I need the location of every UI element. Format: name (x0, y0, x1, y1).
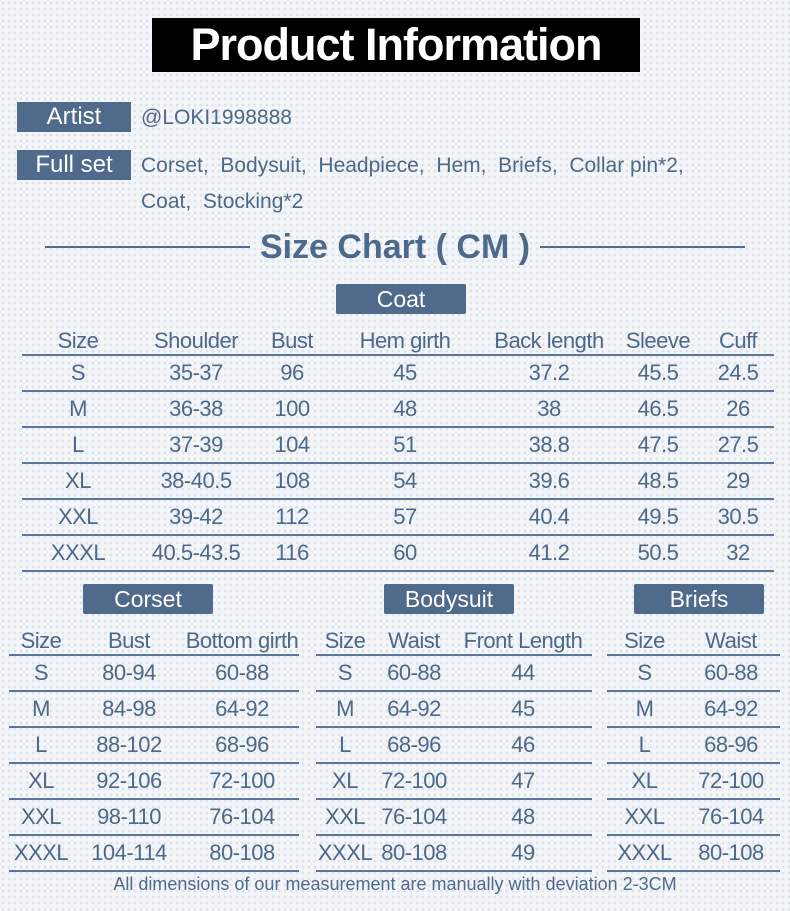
table-cell: L (316, 727, 374, 763)
table-cell: L (22, 427, 134, 463)
table-cell: 49 (454, 835, 592, 871)
artist-label: Artist (17, 102, 131, 132)
table-row (316, 835, 592, 871)
table-cell: 68-96 (374, 727, 454, 763)
table-cell: 80-94 (73, 655, 185, 691)
table-cell: 64-92 (185, 691, 299, 727)
table-cell: 38.8 (484, 427, 614, 463)
coat-size-table (22, 322, 774, 572)
table-cell: 41.2 (484, 535, 614, 571)
table-cell: 76-104 (374, 799, 454, 835)
table-cell: S (9, 655, 73, 691)
bodysuit-size-table (316, 622, 592, 872)
table-cell: L (9, 727, 73, 763)
table-cell: 45 (326, 355, 484, 391)
table-cell: 44 (454, 655, 592, 691)
table-cell: 108 (258, 463, 326, 499)
table-cell: S (316, 655, 374, 691)
table-cell: XXXL (316, 835, 374, 871)
bodysuit-header-cell: Waist (388, 628, 440, 653)
table-cell: XL (22, 463, 134, 499)
table-row (22, 535, 774, 571)
briefs-tag: Briefs (634, 584, 764, 614)
table-cell: 68-96 (185, 727, 299, 763)
table-cell: 96 (258, 355, 326, 391)
table-cell: 40.4 (484, 499, 614, 535)
table-cell: M (316, 691, 374, 727)
table-cell: 72-100 (374, 763, 454, 799)
table-row (607, 799, 780, 835)
table-cell: 80-108 (374, 835, 454, 871)
corset-header-cell: Bottom girth (185, 628, 299, 653)
table-cell: 116 (258, 535, 326, 571)
table-cell: 27.5 (702, 427, 774, 463)
corset-header-row (9, 622, 299, 655)
table-cell: 38 (484, 391, 614, 427)
table-cell: XXL (22, 499, 134, 535)
coat-header-cell: Sleeve (625, 328, 691, 353)
table-row (22, 499, 774, 535)
table-cell: 98-110 (73, 799, 185, 835)
table-cell: M (22, 391, 134, 427)
table-cell: 47 (454, 763, 592, 799)
table-cell: XXL (607, 799, 682, 835)
table-cell: XXL (316, 799, 374, 835)
divider-left (45, 246, 250, 248)
briefs-header-cell: Size (624, 628, 665, 653)
table-cell: M (607, 691, 682, 727)
table-cell: 50.5 (614, 535, 702, 571)
table-cell: 35-37 (134, 355, 258, 391)
briefs-header-row (607, 622, 780, 655)
coat-tag: Coat (336, 284, 466, 314)
corset-header-cell: Bust (107, 628, 151, 653)
table-cell: 54 (326, 463, 484, 499)
table-cell: 72-100 (185, 763, 299, 799)
table-row (9, 727, 299, 763)
table-cell: 48 (454, 799, 592, 835)
table-cell: 45 (454, 691, 592, 727)
coat-header-cell: Bust (270, 328, 314, 353)
table-cell: XL (607, 763, 682, 799)
table-cell: 112 (258, 499, 326, 535)
table-cell: S (607, 655, 682, 691)
artist-value: @LOKI1998888 (141, 106, 292, 129)
table-row (316, 691, 592, 727)
table-row (9, 799, 299, 835)
table-cell: 46.5 (614, 391, 702, 427)
table-cell: 39.6 (484, 463, 614, 499)
table-row (22, 391, 774, 427)
briefs-size-table (607, 622, 780, 872)
table-cell: 48.5 (614, 463, 702, 499)
table-cell: 64-92 (682, 691, 780, 727)
table-row (316, 655, 592, 691)
table-row (607, 655, 780, 691)
table-cell: 26 (702, 391, 774, 427)
table-row (9, 763, 299, 799)
table-cell: 104-114 (73, 835, 185, 871)
table-row (316, 763, 592, 799)
coat-header-cell: Cuff (719, 328, 757, 353)
full-set-line-1: Corset, Bodysuit, Headpiece, Hem, Briefs, Collar pin*2, (141, 154, 684, 177)
table-cell: 39-42 (134, 499, 258, 535)
table-row (607, 691, 780, 727)
table-cell: 49.5 (614, 499, 702, 535)
table-row (9, 691, 299, 727)
table-cell: 76-104 (682, 799, 780, 835)
table-row (607, 835, 780, 871)
table-cell: 104 (258, 427, 326, 463)
corset-tag: Corset (83, 584, 213, 614)
table-cell: 45.5 (614, 355, 702, 391)
footer-note: All dimensions of our measurement are manually with deviation 2-3CM (113, 874, 677, 894)
table-cell: 76-104 (185, 799, 299, 835)
bodysuit-header-cell: Size (324, 628, 366, 653)
page-title: Product Information (152, 18, 640, 72)
divider-right (540, 246, 745, 248)
table-cell: XXXL (22, 535, 134, 571)
table-cell: 24.5 (702, 355, 774, 391)
table-cell: 38-40.5 (134, 463, 258, 499)
table-row (9, 655, 299, 691)
table-row (22, 463, 774, 499)
size-chart-title: Size Chart ( CM ) (259, 227, 531, 266)
table-cell: 80-108 (185, 835, 299, 871)
corset-size-table (9, 622, 299, 872)
bodysuit-header-cell: Front Length (463, 628, 583, 653)
table-cell: L (607, 727, 682, 763)
coat-header-cell: Hem girth (359, 328, 451, 353)
table-cell: 60-88 (374, 655, 454, 691)
table-cell: 60 (326, 535, 484, 571)
table-row (607, 727, 780, 763)
table-cell: M (9, 691, 73, 727)
bodysuit-tag: Bodysuit (384, 584, 514, 614)
full-set-line-2: Coat, Stocking*2 (141, 190, 304, 213)
table-cell: S (22, 355, 134, 391)
table-cell: 68-96 (682, 727, 780, 763)
coat-header-cell: Shoulder (153, 328, 239, 353)
table-cell: 32 (702, 535, 774, 571)
table-cell: 88-102 (73, 727, 185, 763)
table-cell: 47.5 (614, 427, 702, 463)
table-cell: 92-106 (73, 763, 185, 799)
table-cell: 64-92 (374, 691, 454, 727)
table-row (22, 355, 774, 391)
table-cell: XXXL (607, 835, 682, 871)
table-cell: XXXL (9, 835, 73, 871)
bodysuit-header-row (316, 622, 592, 655)
corset-header-cell: Size (20, 628, 62, 653)
table-row (9, 835, 299, 871)
table-cell: 37.2 (484, 355, 614, 391)
table-cell: 60-88 (682, 655, 780, 691)
table-row (22, 427, 774, 463)
table-cell: XXL (9, 799, 73, 835)
table-cell: 57 (326, 499, 484, 535)
table-cell: 29 (702, 463, 774, 499)
table-cell: 46 (454, 727, 592, 763)
table-row (316, 727, 592, 763)
coat-header-row (22, 322, 774, 355)
coat-header-cell: Size (57, 328, 99, 353)
table-cell: 37-39 (134, 427, 258, 463)
table-cell: 40.5-43.5 (134, 535, 258, 571)
table-cell: XL (9, 763, 73, 799)
table-cell: 48 (326, 391, 484, 427)
full-set-label: Full set (17, 150, 131, 180)
table-cell: 80-108 (682, 835, 780, 871)
table-row (316, 799, 592, 835)
table-cell: XL (316, 763, 374, 799)
briefs-header-cell: Waist (705, 628, 757, 653)
table-cell: 100 (258, 391, 326, 427)
table-cell: 30.5 (702, 499, 774, 535)
table-cell: 36-38 (134, 391, 258, 427)
table-row (607, 763, 780, 799)
table-cell: 84-98 (73, 691, 185, 727)
table-cell: 60-88 (185, 655, 299, 691)
coat-header-cell: Back length (494, 328, 604, 353)
table-cell: 51 (326, 427, 484, 463)
table-cell: 72-100 (682, 763, 780, 799)
size-chart-heading (0, 224, 790, 270)
